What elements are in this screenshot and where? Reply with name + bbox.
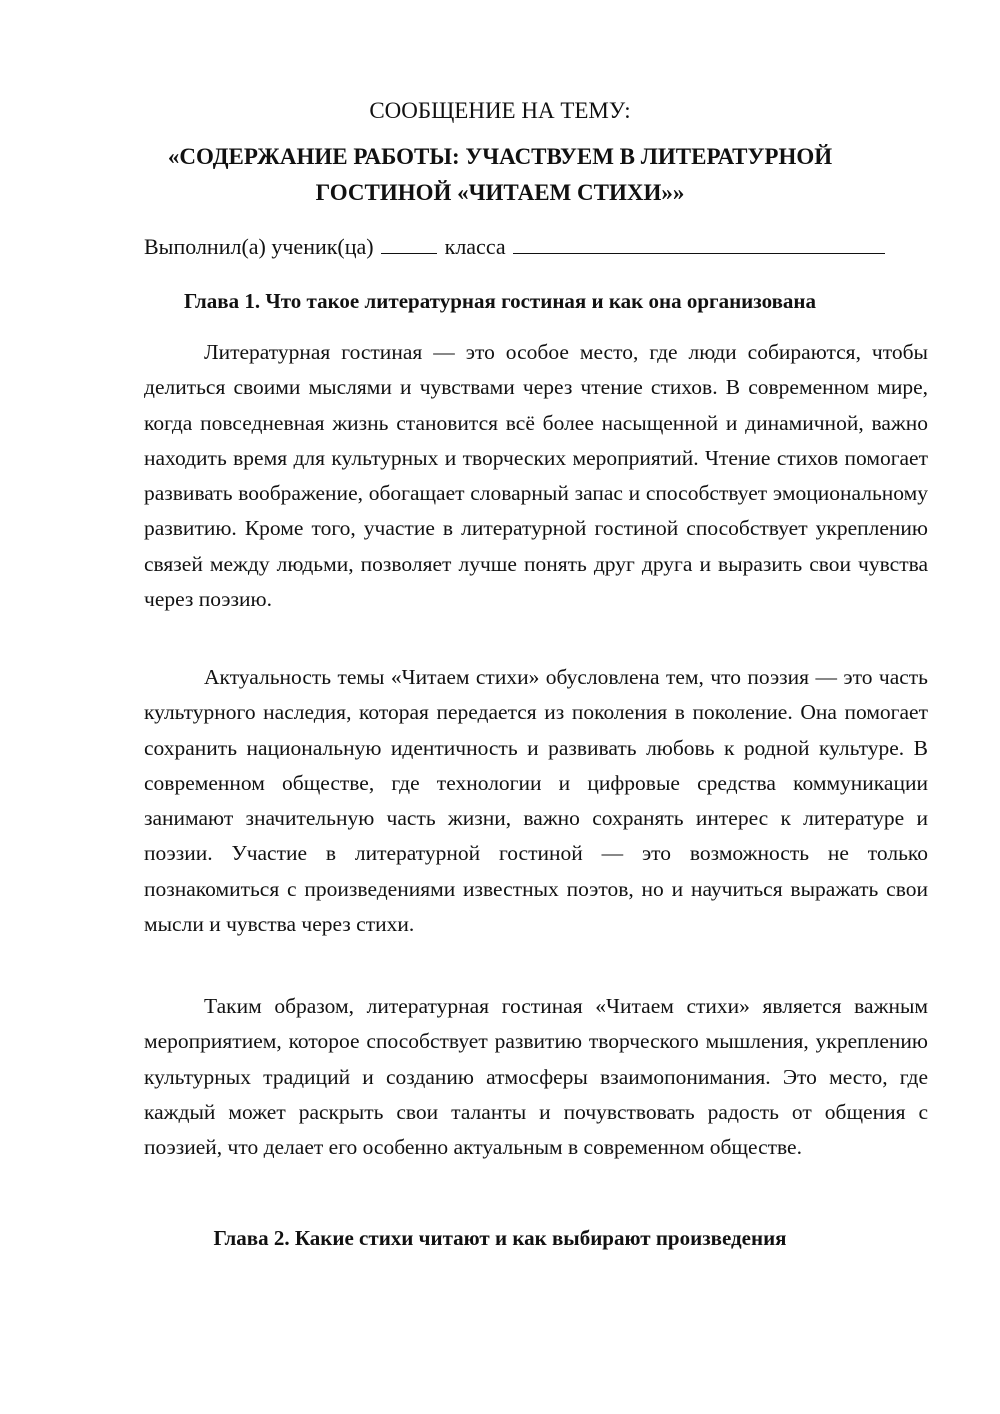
- chapter-1-paragraph-1: Литературная гостиная — это особое место, где люди собираются, чтобы делиться своими мыслями и чувствами через чтение стихов. В современном мире, когда повседневная жизнь становится всё более насыщенной и динамичной, важно находить время для культурных и творческих мероприятий. Чтение стихов помогает развивать воображение, обогащает словарный запас и способствует эмоциональному развитию. Кроме того, участие в литературной гостиной способствует укреплению связей между людьми, позволяет лучше понять друг друга и выразить свои чувства через поэзию.: [144, 340, 928, 612]
- signature-line: [144, 231, 934, 263]
- chapter-1-heading: Глава 1. Что такое литературная гостиная и как она организована: [183, 289, 817, 313]
- document-title: «СОДЕРЖАНИЕ РАБОТЫ: УЧАСТВУЕМ В ЛИТЕРАТУРНОЙ ГОСТИНОЙ «ЧИТАЕМ СТИХИ»»: [167, 144, 833, 205]
- signature-prefix: Выполнил(а) ученик(ца): [144, 234, 374, 259]
- chapter-1-paragraph-3: Таким образом, литературная гостиная «Читаем стихи» является важным мероприятием, которое способствует развитию творческого мышления, укреплению культурных традиций и созданию атмосферы взаимопонимания. Это место, где каждый может раскрыть свои таланты и почувствовать радость от общения с поэзией, что делает его особенно актуальным в современном обществе.: [144, 994, 928, 1160]
- grade-blank: [381, 231, 437, 254]
- document-heading: СООБЩЕНИЕ НА ТЕМУ:: [369, 98, 631, 123]
- chapter-1-paragraph-2: Актуальность темы «Читаем стихи» обусловлена тем, что поэзия — это часть культурного наследия, которая передается из поколения в поколение. Она помогает сохранить национальную идентичность и развивать любовь к родной культуре. В современном обществе, где технологии и цифровые средства коммуникации занимают значительную часть жизни, важно сохранять интерес к литературе и поэзии. Участие в литературной гостиной — это возможность не только познакомиться с произведениями известных поэтов, но и научиться выражать свои мысли и чувства через стихи.: [144, 665, 928, 937]
- name-blank: [513, 231, 885, 254]
- chapter-2-heading: Глава 2. Какие стихи читают и как выбирают произведения: [213, 1226, 787, 1250]
- signature-middle: класса: [444, 234, 506, 259]
